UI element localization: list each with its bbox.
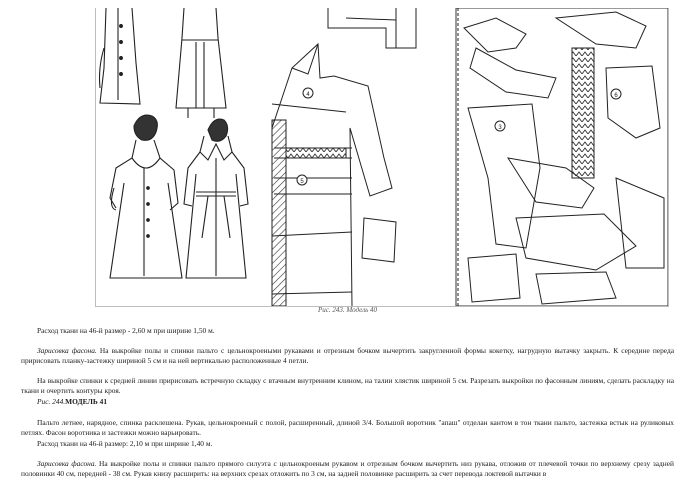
model-title: МОДЕЛЬ 41 <box>65 397 108 406</box>
detail-label: 6 <box>614 93 618 99</box>
figure-ref: Рис. 244. <box>37 397 66 406</box>
fashion-sketches <box>100 8 249 278</box>
paragraph <box>21 459 674 478</box>
detail-label: 3 <box>498 125 502 131</box>
paragraph <box>21 346 674 365</box>
pattern-draft <box>272 8 416 306</box>
detail-label: 5 <box>300 179 304 185</box>
figure-caption: Рис. 243. Модель 40 <box>317 306 378 314</box>
paragraph: Расход ткани на 46-й размер: 2,10 м при ширине 1,40 м. <box>37 439 213 448</box>
paragraph-lead: Зарисовка фасона. <box>37 346 97 355</box>
paragraph: Пальто летнее, нарядное, спинка расклешена. Рукав, цельнокроеный с полой, расширенный, длиной 3/4. Большой воротник "апаш" отделан кантом в тон ткани пальто, застежка встык на руликовых петлях. Фасон воротника и застежки можно варьировать. <box>21 418 674 437</box>
figure-model-40 <box>95 8 669 307</box>
paragraph-lead: Зарисовка фасона. <box>37 459 97 468</box>
paragraph-text: На выкройке полы и спинки пальто с цельнокроеными рукавами и отрезным бочком вычертить закругленной формы кокетку, нагрудную вытачку закрыть. К середине переда пририсовать планку-застежку шириной 5 см и на ней вертикально расположенные 4 петли. <box>21 346 674 365</box>
paragraph: На выкройке спинки к средней линии пририсовать встречную складку с втачным внутренним клином, на талии хлястик шириной 5 см. Разрезать выкройки по фасонным линиям, сделать раскладку на ткани и очертить контуры кроя. <box>21 376 674 395</box>
fabric-layout <box>456 8 668 306</box>
paragraph-text: На выкройке полы и спинки пальто прямого силуэта с цельнокроеным рукавом и отрезным бочком вычертить низ рукава, отложив от плечевой точки по верхнему срезу задней половинки 40 см, передней - 38 см. Рукав книзу расширить: на верхних срезах отложить по 3 см, на задней половинке расширить за счет перевода локтевой вытачки в <box>21 459 674 478</box>
paragraph: Расход ткани на 46-й размер - 2,60 м при ширине 1,50 м. <box>37 326 215 335</box>
model-heading <box>21 397 674 407</box>
detail-label: 4 <box>306 92 310 98</box>
